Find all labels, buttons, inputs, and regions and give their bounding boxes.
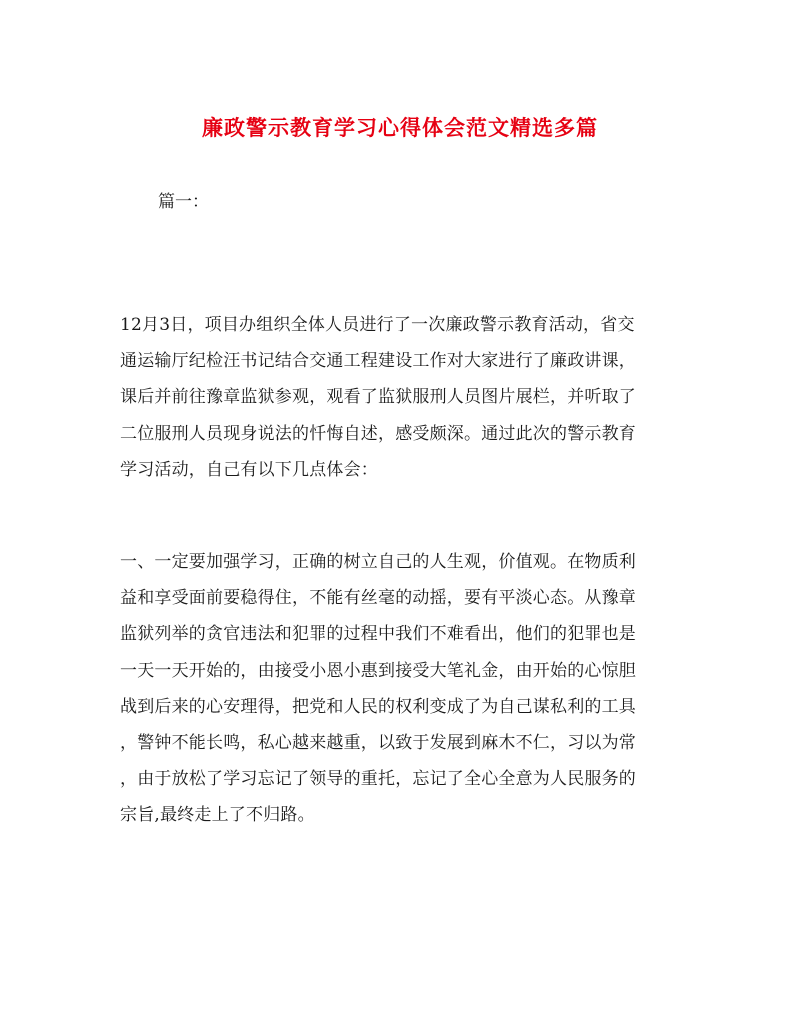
paragraph-2 — [120, 544, 680, 834]
paragraph-line: 一天一天开始的，由接受小恩小惠到接受大笔礼金，由开始的心惊胆 — [120, 660, 636, 681]
paragraph-line: ，由于放松了学习忘记了领导的重托，忘记了全心全意为人民服务的 — [120, 769, 636, 790]
section-label: 篇一： — [158, 192, 209, 212]
paragraph-line: ，警钟不能长鸣，私心越来越重，以致于发展到麻木不仁，习以为常 — [120, 733, 636, 754]
paragraph-line: 二位服刑人员现身说法的忏悔自述，感受颇深。通过此次的警示教育 — [120, 423, 636, 444]
paragraph-line: 监狱列举的贪官违法和犯罪的过程中我们不难看出，他们的犯罪也是 — [120, 624, 636, 645]
paragraph-1 — [120, 307, 680, 488]
document-title: 廉政警示教育学习心得体会范文精选多篇 — [202, 115, 598, 140]
paragraph-line: 益和享受面前要稳得住，不能有丝毫的动摇，要有平淡心态。从豫章 — [120, 588, 636, 609]
paragraph-line: 宗旨,最终走上了不归路。 — [120, 805, 315, 826]
paragraph-line: 12月3日，项目办组织全体人员进行了一次廉政警示教育活动，省交 — [120, 315, 635, 335]
paragraph-line: 学习活动，自己有以下几点体会： — [120, 459, 378, 480]
paragraph-line: 战到后来的心安理得，把党和人民的权利变成了为自己谋私利的工具 — [120, 696, 636, 717]
paragraph-line: 一、一定要加强学习，正确的树立自己的人生观，价值观。在物质利 — [120, 552, 636, 572]
paragraph-line: 课后并前往豫章监狱参观，观看了监狱服刑人员图片展栏，并听取了 — [120, 387, 636, 408]
paragraph-line: 通运输厅纪检汪书记结合交通工程建设工作对大家进行了廉政讲课， — [120, 351, 636, 372]
